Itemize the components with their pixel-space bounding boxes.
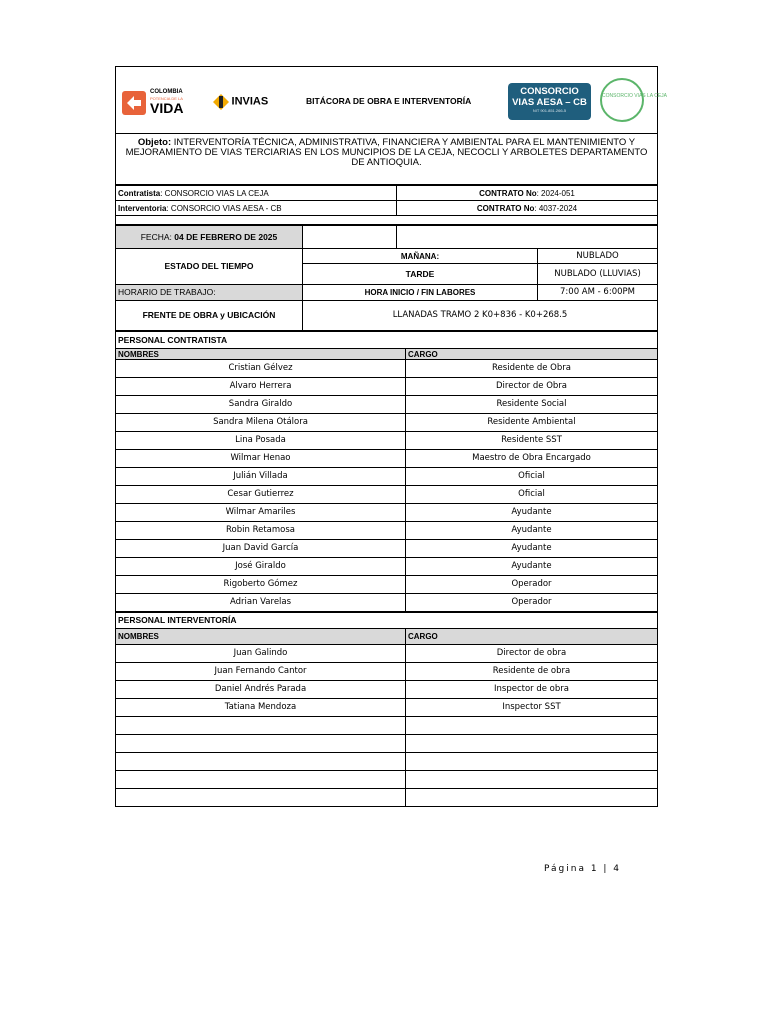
- person-name: Wilmar Amariles: [116, 504, 406, 522]
- frente-value: LLANADAS TRAMO 2 K0+836 - K0+268.5: [303, 301, 658, 331]
- table-row: [116, 594, 658, 612]
- person-name: Rigoberto Gómez: [116, 576, 406, 594]
- col-nombres-int: NOMBRES: [116, 629, 406, 645]
- manana-label: MAÑANA:: [303, 249, 538, 264]
- colombia-logo-icon: [122, 91, 146, 115]
- table-row: [116, 681, 658, 699]
- horario-value: 7:00 AM - 6:00PM: [538, 285, 658, 301]
- personal-interventoria-table: [115, 612, 658, 807]
- person-name: Cristian Gélvez: [116, 360, 406, 378]
- person-name: José Giraldo: [116, 558, 406, 576]
- person-cargo: Inspector SST: [406, 699, 658, 717]
- person-name: Robin Retamosa: [116, 522, 406, 540]
- table-row: [116, 663, 658, 681]
- table-row: [116, 789, 658, 807]
- person-cargo: Maestro de Obra Encargado: [406, 450, 658, 468]
- person-cargo: Ayudante: [406, 558, 658, 576]
- table-row: [116, 522, 658, 540]
- consorcio-line2: VIAS AESA – CB: [512, 97, 587, 108]
- person-name: Lina Posada: [116, 432, 406, 450]
- personal-interventoria-title: PERSONAL INTERVENTORÍA: [116, 613, 658, 629]
- objeto-label: Objeto:: [137, 137, 172, 148]
- colombia-line1: COLOMBIA: [150, 89, 183, 95]
- contrato-interventoria-cell: [397, 201, 658, 216]
- table-row: [116, 576, 658, 594]
- table-row: [116, 699, 658, 717]
- person-name: Daniel Andrés Parada: [116, 681, 406, 699]
- person-name: [116, 717, 406, 735]
- person-name: Juan David García: [116, 540, 406, 558]
- table-row: [116, 540, 658, 558]
- person-cargo: Ayudante: [406, 522, 658, 540]
- table-row: [116, 486, 658, 504]
- info-table: [115, 225, 658, 331]
- table-row: [116, 717, 658, 735]
- header-logos: [116, 67, 668, 133]
- person-cargo: Oficial: [406, 468, 658, 486]
- manana-value: NUBLADO: [538, 249, 658, 264]
- fecha-value: 04 DE FEBRERO DE 2025: [174, 231, 278, 242]
- fecha-empty-2: [397, 226, 658, 249]
- horario-label: HORARIO DE TRABAJO:: [116, 285, 303, 301]
- contratista-cell: [116, 186, 397, 201]
- bitacora-sheet: [115, 66, 668, 834]
- person-cargo: Residente de Obra: [406, 360, 658, 378]
- person-cargo: Director de Obra: [406, 378, 658, 396]
- interventoria-label: Interventoria: [118, 203, 167, 213]
- contratista-value: : CONSORCIO VIAS LA CEJA: [160, 188, 269, 198]
- consorcio-line1: CONSORCIO: [520, 86, 579, 97]
- frente-label: FRENTE DE OBRA y UBICACIÓN: [116, 301, 303, 331]
- table-row: [116, 771, 658, 789]
- document-title: BITÁCORA DE OBRA E INTERVENTORÍA: [306, 96, 472, 106]
- colombia-line2: POTENCIA DE LA: [150, 96, 183, 101]
- objeto-text: INTERVENTORÍA TÉCNICA, ADMINISTRATIVA, FINANCIERA Y AMBIENTAL PARA EL MANTENIMIENTO Y MEJORAMIENTO DE VIAS TERCIARIAS EN LOS MUNCIPIOS DE LA CEJA, NECOCLI Y ARBOLETES DEPARTAMENTO DE ANTIOQUIA.: [125, 137, 648, 168]
- contrato-label-1: CONTRATO No: [479, 188, 537, 198]
- table-row: [116, 468, 658, 486]
- person-name: Wilmar Henao: [116, 450, 406, 468]
- personal-contratista-table: [115, 331, 658, 612]
- person-name: Cesar Gutierrez: [116, 486, 406, 504]
- person-cargo: Inspector de obra: [406, 681, 658, 699]
- table-row: [116, 396, 658, 414]
- person-cargo: Ayudante: [406, 540, 658, 558]
- colombia-potencia-vida-logo: [122, 89, 194, 119]
- consorcio-nit: NIT 901.851.266-5: [532, 108, 567, 113]
- person-name: [116, 771, 406, 789]
- header-table: [115, 66, 668, 185]
- person-name: [116, 789, 406, 807]
- contratista-rows: [116, 360, 658, 612]
- invias-logo: [213, 94, 268, 110]
- interventoria-value: : CONSORCIO VIAS AESA - CB: [166, 203, 282, 213]
- fecha-label: FECHA:: [140, 231, 175, 242]
- person-cargo: Operador: [406, 594, 658, 612]
- person-name: Juan Fernando Cantor: [116, 663, 406, 681]
- page-number: Página 1 | 4: [544, 864, 622, 874]
- person-name: Juan Galindo: [116, 645, 406, 663]
- person-cargo: Oficial: [406, 486, 658, 504]
- person-cargo: Ayudante: [406, 504, 658, 522]
- person-cargo: [406, 717, 658, 735]
- consorcio-aesa-logo: [508, 83, 591, 120]
- table-row: [116, 558, 658, 576]
- person-cargo: Residente Social: [406, 396, 658, 414]
- person-name: [116, 735, 406, 753]
- table-row: [116, 378, 658, 396]
- person-name: Sandra Giraldo: [116, 396, 406, 414]
- contrato-label-2: CONTRATO No: [476, 203, 535, 213]
- table-row: [116, 504, 658, 522]
- person-cargo: Residente Ambiental: [406, 414, 658, 432]
- table-row: [116, 360, 658, 378]
- contrato-contratista-cell: [397, 186, 658, 201]
- tarde-value: NUBLADO (LLUVIAS): [538, 264, 658, 285]
- person-cargo: [406, 753, 658, 771]
- person-cargo: Director de obra: [406, 645, 658, 663]
- circle-logo-text: CONSORCIO VIAS LA CEJA: [602, 93, 668, 99]
- contratista-label: Contratista: [118, 188, 161, 198]
- horario-sublabel: HORA INICIO / FIN LABORES: [303, 285, 538, 301]
- person-name: [116, 753, 406, 771]
- person-name: Adrian Varelas: [116, 594, 406, 612]
- person-cargo: [406, 789, 658, 807]
- tiempo-label: ESTADO DEL TIEMPO: [116, 249, 303, 285]
- col-cargo: CARGO: [406, 349, 658, 360]
- table-row: [116, 753, 658, 771]
- person-cargo: Operador: [406, 576, 658, 594]
- colombia-line3: VIDA: [150, 100, 184, 116]
- table-row: [116, 645, 658, 663]
- person-cargo: [406, 735, 658, 753]
- col-nombres: NOMBRES: [116, 349, 406, 360]
- fecha-cell: [116, 226, 303, 249]
- personal-contratista-title: PERSONAL CONTRATISTA: [116, 332, 658, 349]
- objeto-cell: [116, 134, 658, 185]
- consorcio-ceja-logo: [600, 78, 668, 122]
- person-cargo: Residente SST: [406, 432, 658, 450]
- interventoria-cell: [116, 201, 397, 216]
- contrato-value-2: : 4037-2024: [534, 203, 578, 213]
- spacer-row: [116, 216, 658, 225]
- table-row: [116, 735, 658, 753]
- table-row: [116, 414, 658, 432]
- tarde-label: TARDE: [303, 264, 538, 285]
- contract-table: [115, 185, 658, 225]
- invias-text: INVIAS: [231, 95, 269, 108]
- person-name: Tatiana Mendoza: [116, 699, 406, 717]
- person-name: Alvaro Herrera: [116, 378, 406, 396]
- table-row: [116, 450, 658, 468]
- fecha-empty-1: [303, 226, 397, 249]
- table-row: [116, 432, 658, 450]
- col-cargo-int: CARGO: [406, 629, 658, 645]
- invias-icon: [213, 94, 229, 110]
- person-cargo: Residente de obra: [406, 663, 658, 681]
- person-cargo: [406, 771, 658, 789]
- contrato-value-1: : 2024-051: [536, 188, 575, 198]
- person-name: Julián Villada: [116, 468, 406, 486]
- interventoria-rows: [116, 645, 658, 807]
- person-name: Sandra Milena Otálora: [116, 414, 406, 432]
